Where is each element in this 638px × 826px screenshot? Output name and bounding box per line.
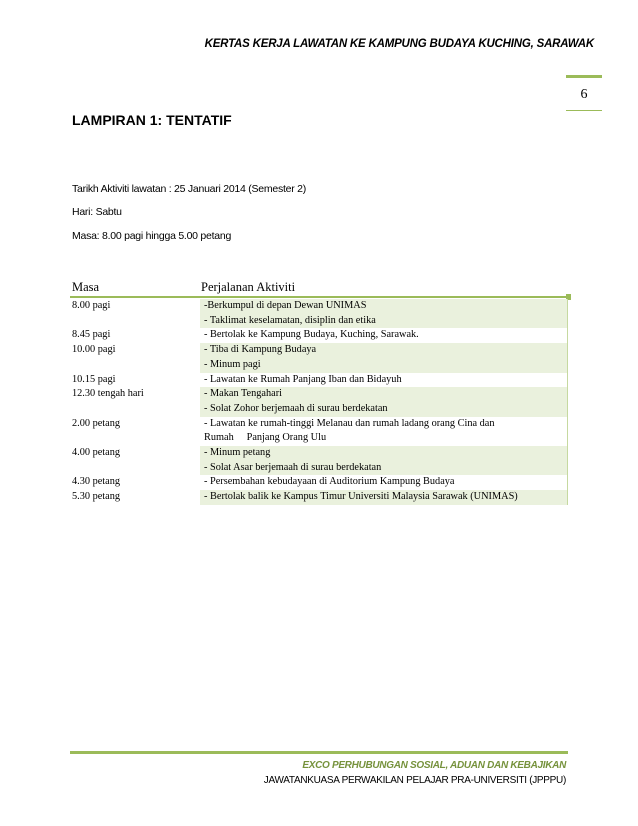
table-header-activity: Perjalanan Aktiviti xyxy=(201,280,296,294)
activity-day-line: Hari: Sabtu xyxy=(72,206,122,218)
table-header-time: Masa xyxy=(72,280,100,294)
row-time xyxy=(72,461,200,476)
table-row xyxy=(72,358,568,373)
table-row xyxy=(72,475,568,490)
row-activity: - Bertolak balik ke Kampus Timur Universiti Malaysia Sarawak (UNIMAS) xyxy=(200,490,568,505)
table-row xyxy=(72,299,568,314)
schedule-table-body xyxy=(72,299,568,505)
row-time: 10.15 pagi xyxy=(72,373,116,385)
table-row xyxy=(72,461,568,476)
table-row xyxy=(72,417,568,432)
row-time: 4.00 petang xyxy=(72,447,121,459)
row-activity: - Minum pagi xyxy=(200,358,568,373)
row-activity: - Solat Zohor berjemaah di surau berdekatan xyxy=(200,402,568,417)
page-number: 6 xyxy=(580,87,588,102)
footer-rule xyxy=(70,751,568,754)
row-time: 5.30 petang xyxy=(72,491,121,503)
row-time xyxy=(72,314,200,329)
table-row xyxy=(72,387,568,402)
table-row xyxy=(72,343,568,358)
row-activity: - Tiba di Kampung Budaya xyxy=(200,343,568,358)
row-activity: - Minum petang xyxy=(200,446,568,461)
table-header-rule xyxy=(70,296,570,298)
row-activity: - Lawatan ke Rumah Panjang Iban dan Bidayuh xyxy=(200,373,568,388)
row-time: 2.00 petang xyxy=(72,417,121,429)
row-activity: - Bertolak ke Kampung Budaya, Kuching, Sarawak. xyxy=(200,328,568,343)
row-activity: - Lawatan ke rumah-tinggi Melanau dan rumah ladang orang Cina dan xyxy=(200,417,568,432)
schedule-table xyxy=(72,299,568,505)
table-row xyxy=(72,402,568,417)
row-activity: - Persembahan kebudayaan di Auditorium Kampung Budaya xyxy=(200,475,568,490)
table-row xyxy=(72,314,568,329)
row-activity: -Berkumpul di depan Dewan UNIMAS xyxy=(200,299,568,314)
row-time xyxy=(72,431,200,446)
page-number-bottom-rule xyxy=(566,110,602,111)
row-time: 4.30 petang xyxy=(72,476,121,488)
row-time: 10.00 pagi xyxy=(72,344,116,356)
table-row xyxy=(72,328,568,343)
row-activity: - Solat Asar berjemaah di surau berdekatan xyxy=(200,461,568,476)
table-row xyxy=(72,373,568,388)
footer-exco-line: EXCO PERHUBUNGAN SOSIAL, ADUAN DAN KEBAJIKAN xyxy=(302,760,566,771)
row-time xyxy=(72,358,200,373)
row-activity: Rumah Panjang Orang Ulu xyxy=(200,431,568,446)
table-row xyxy=(72,431,568,446)
activity-time-line: Masa: 8.00 pagi hingga 5.00 petang xyxy=(72,230,232,242)
section-title: LAMPIRAN 1: TENTATIF xyxy=(72,112,232,128)
table-row xyxy=(72,490,568,505)
activity-date-line: Tarikh Aktiviti lawatan : 25 Januari 2014 (Semester 2) xyxy=(72,183,306,195)
page-number-top-rule xyxy=(566,75,602,78)
row-time: 8.45 pagi xyxy=(72,329,111,341)
row-time: 12.30 tengah hari xyxy=(72,388,144,400)
row-time: 8.00 pagi xyxy=(72,300,111,311)
row-activity: - Makan Tengahari xyxy=(200,387,568,402)
document-header-title: KERTAS KERJA LAWATAN KE KAMPUNG BUDAYA KUCHING, SARAWAK xyxy=(204,38,594,50)
footer-committee-line: JAWATANKUASA PERWAKILAN PELAJAR PRA-UNIVERSITI (JPPPU) xyxy=(263,775,566,786)
table-row xyxy=(72,446,568,461)
row-activity: - Taklimat keselamatan, disiplin dan etika xyxy=(200,314,568,329)
row-time xyxy=(72,402,200,417)
